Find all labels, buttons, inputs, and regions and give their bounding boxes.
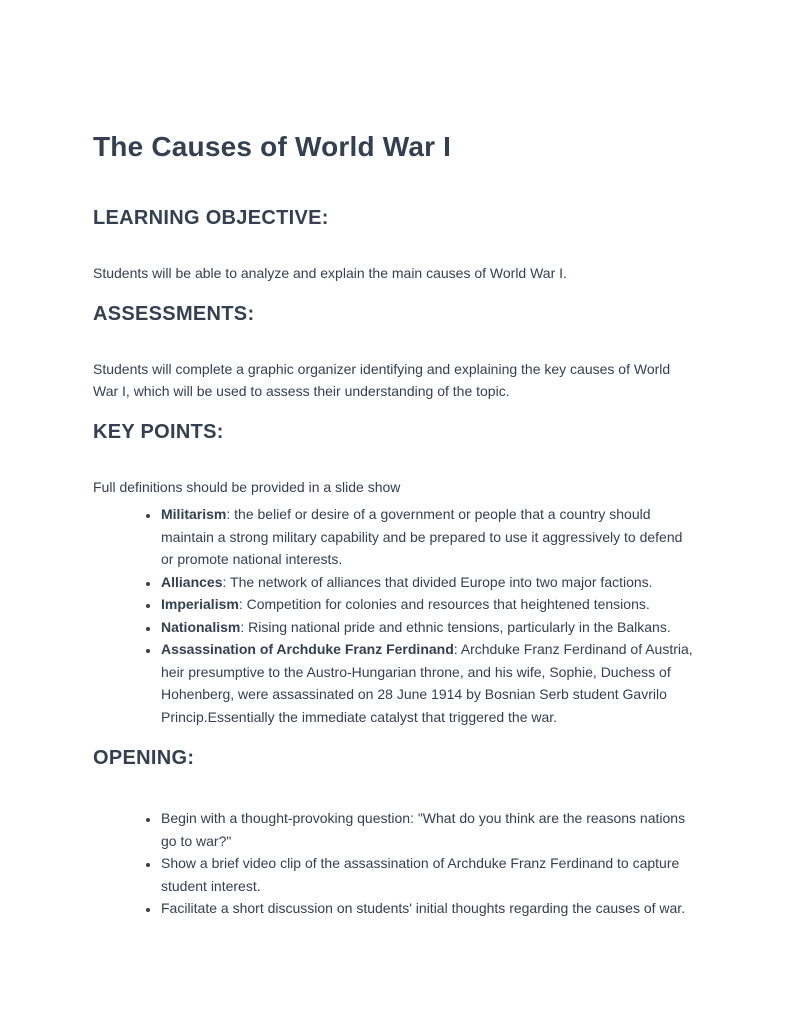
assessments-text: Students will complete a graphic organizer identifying and explaining the key causes of World War I, which will be used to assess their understanding of the topic. — [93, 361, 671, 399]
list-item-opening-video — [160, 852, 698, 897]
opening-step-text: Begin with a thought-provoking question: "What do you think are the reasons nations go to war?" — [161, 810, 686, 849]
key-point-term: Alliances — [161, 573, 223, 590]
opening-step-text: Show a brief video clip of the assassination of Archduke Franz Ferdinand to capture student interest. — [161, 855, 680, 894]
key-point-definition: : the belief or desire of a government or people that a country should maintain a strong military capability and be prepared to use it aggressively to defend or promote national interests. — [161, 506, 683, 567]
section-heading-assessments: ASSESSMENTS: — [93, 303, 255, 325]
section-heading-key-points: KEY POINTS: — [93, 421, 224, 443]
key-point-term: Militarism — [161, 506, 227, 522]
section-heading-opening: OPENING: — [93, 747, 195, 769]
key-point-definition: : Archduke Franz Ferdinand of Austria, heir presumptive to the Austro-Hungarian throne, and his wife, Sophie, Duchess of Hohenberg, were assassinated on 28 June 1914 by Bosnian Serb student Gavrilo Princip.Essentially the immediate catalyst that triggered the war. — [161, 641, 693, 725]
list-item-opening-discussion — [160, 897, 698, 920]
key-point-definition: : Rising national pride and ethnic tensions, particularly in the Balkans. — [240, 618, 671, 635]
learning-objective-text: Students will be able to analyze and explain the main causes of World War I. — [93, 265, 567, 281]
page-title: The Causes of World War I — [93, 131, 452, 162]
key-points-intro: Full definitions should be provided in a slide show — [93, 479, 401, 495]
list-item-imperialism — [160, 593, 698, 616]
key-point-term: Nationalism — [161, 618, 241, 635]
key-point-term: Assassination of Archduke Franz Ferdinand — [161, 641, 454, 657]
key-points-list — [93, 503, 698, 728]
list-item-alliances — [160, 571, 698, 594]
key-point-definition: : The network of alliances that divided Europe into two major factions. — [222, 573, 653, 590]
opening-list — [93, 807, 698, 920]
list-item-militarism — [160, 503, 698, 571]
list-item-opening-question — [160, 807, 698, 852]
key-point-term: Imperialism — [161, 596, 239, 612]
section-heading-learning-objective: LEARNING OBJECTIVE: — [93, 207, 329, 229]
key-point-definition: : Competition for colonies and resources that heightened tensions. — [238, 596, 650, 612]
opening-step-text: Facilitate a short discussion on students' initial thoughts regarding the causes of war. — [161, 900, 686, 916]
list-item-assassination — [160, 638, 698, 728]
list-item-nationalism — [160, 616, 698, 639]
